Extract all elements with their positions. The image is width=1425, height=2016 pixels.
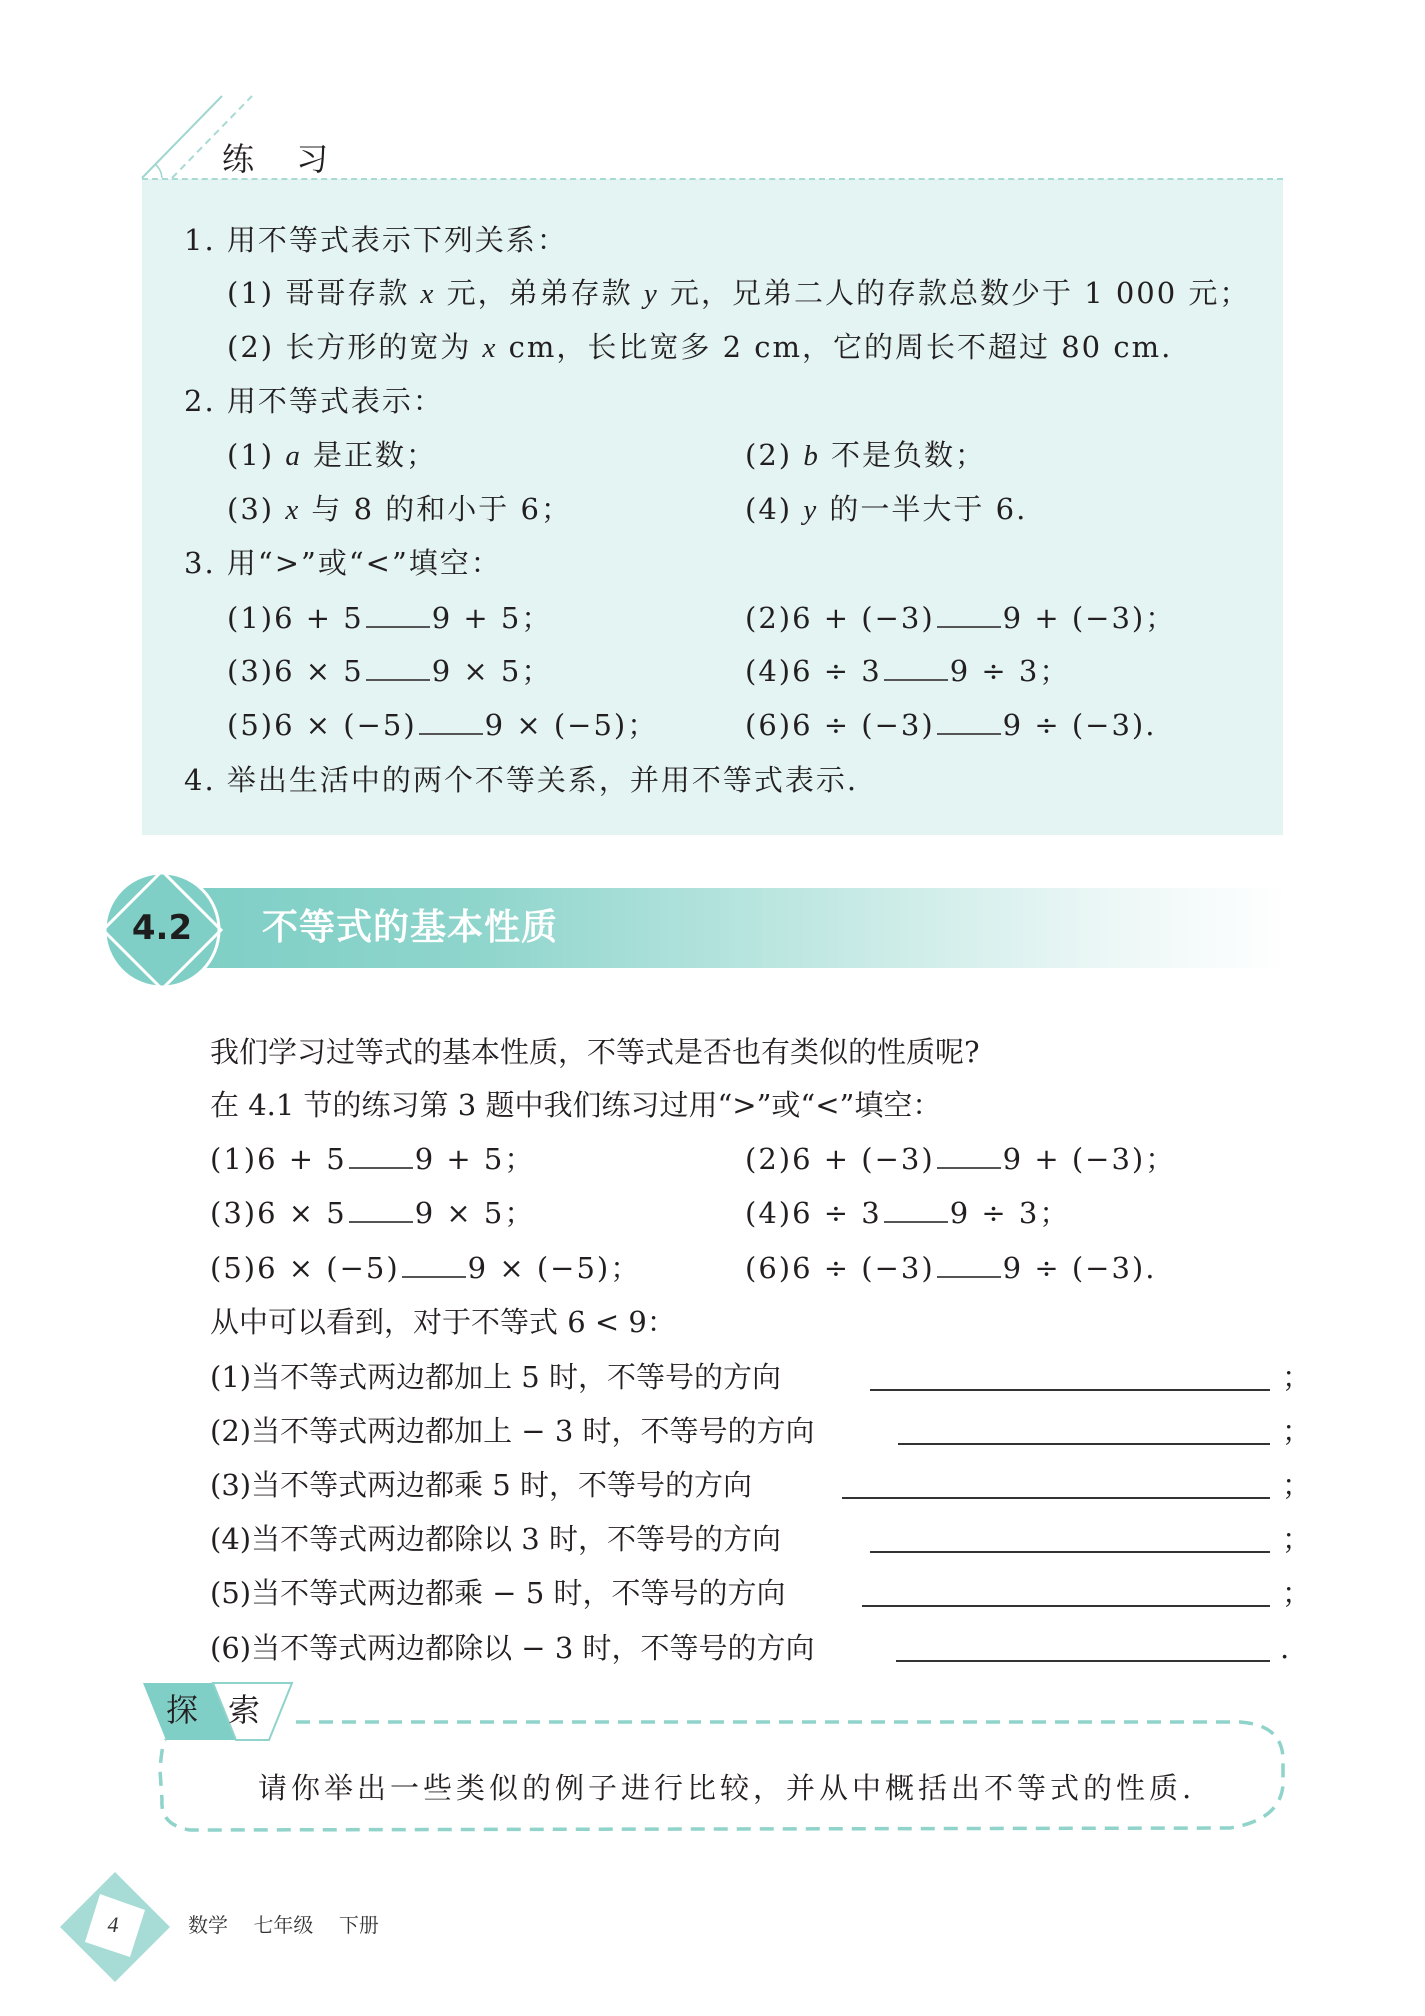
- q-number: 3.: [184, 546, 216, 580]
- question-item: [210, 1357, 781, 1397]
- intro-paragraph-2: 在 4.1 节的练习第 3 题中我们练习过用“>”或“<”填空：: [210, 1088, 942, 1122]
- item-label: (4): [745, 492, 793, 526]
- end-punct: ；: [1282, 1360, 1312, 1394]
- q-text: 举出生活中的两个不等关系，并用不等式表示.: [226, 763, 859, 797]
- item-label: (1): [227, 601, 275, 635]
- exercise-q2: [184, 381, 444, 421]
- exercise-q2-item: [227, 435, 437, 475]
- exercise-q2-item: [227, 489, 572, 529]
- expr-left: 6 ÷ 3: [792, 1196, 882, 1230]
- item-label: (4): [210, 1522, 252, 1556]
- expr-left: 6 × 5: [274, 654, 364, 688]
- exercise-q3-item: [745, 598, 1176, 638]
- item-label: (2): [745, 601, 793, 635]
- item-text: 元，弟弟存款: [446, 276, 633, 310]
- end-punct: .: [1280, 1631, 1290, 1665]
- explore-tag-char-2: 索: [228, 1691, 261, 1729]
- fill-blank[interactable]: [419, 707, 483, 735]
- item-label: (5): [227, 708, 275, 742]
- exercise-q4: [184, 760, 858, 800]
- fill-blank[interactable]: [349, 1195, 413, 1223]
- explore-text: 请你举出一些类似的例子进行比较，并从中概括出不等式的性质.: [258, 1771, 1196, 1805]
- question-item: [210, 1465, 752, 1505]
- end-punct: ；: [1282, 1414, 1312, 1448]
- exercise-q3-item: [227, 705, 658, 745]
- item-label: (3): [227, 492, 275, 526]
- fill-item: [745, 1248, 1156, 1288]
- expr-left: 6 × 5: [257, 1196, 347, 1230]
- expr-right: 9 ÷ (−3).: [1002, 1251, 1157, 1285]
- q-number: 4.: [184, 763, 216, 797]
- end-punct: ；: [1282, 1576, 1312, 1610]
- fill-item: [745, 1139, 1176, 1179]
- expr-left: 6 + 5: [257, 1142, 347, 1176]
- exercise-q2-item: [745, 489, 1027, 529]
- item-text: 的一半大于 6.: [829, 492, 1028, 526]
- item-text: 当不等式两边都除以 3 时，不等号的方向: [251, 1522, 781, 1556]
- triangle-slant-line: [142, 96, 222, 178]
- math-variable: x: [482, 332, 498, 364]
- item-label: (4): [745, 654, 793, 688]
- exercise-q3-item: [227, 598, 552, 638]
- item-text: 当不等式两边都加上 − 3 时，不等号的方向: [251, 1414, 815, 1448]
- answer-blank[interactable]: [896, 1660, 1270, 1662]
- item-label: (3): [227, 654, 275, 688]
- expr-right: 9 + 5；: [414, 1142, 536, 1176]
- item-label: (6): [745, 708, 793, 742]
- end-punct: ；: [1282, 1522, 1312, 1556]
- item-label: (5): [210, 1251, 258, 1285]
- item-label: (2): [227, 330, 275, 364]
- expr-right: 9 + (−3)；: [1002, 1142, 1177, 1176]
- item-label: (2): [210, 1414, 252, 1448]
- answer-blank[interactable]: [898, 1443, 1270, 1445]
- item-label: (1): [210, 1360, 252, 1394]
- footer-book-title: 数学 七年级 下册: [188, 1913, 379, 1937]
- expr-left: 6 + (−3): [792, 1142, 935, 1176]
- fill-blank[interactable]: [937, 600, 1001, 628]
- expr-right: 9 ÷ 3；: [949, 654, 1071, 688]
- expr-left: 6 ÷ 3: [792, 654, 882, 688]
- answer-blank[interactable]: [862, 1605, 1270, 1607]
- fill-blank[interactable]: [884, 1195, 948, 1223]
- item-text: 不是负数；: [831, 438, 987, 472]
- intro-paragraph-1: 我们学习过等式的基本性质，不等式是否也有类似的性质呢?: [210, 1035, 980, 1069]
- expr-left: 6 ÷ (−3): [792, 708, 935, 742]
- expr-left: 6 + 5: [274, 601, 364, 635]
- expr-right: 9 ÷ (−3).: [1002, 708, 1157, 742]
- fill-blank[interactable]: [937, 707, 1001, 735]
- expr-right: 9 × 5；: [414, 1196, 536, 1230]
- item-label: (6): [745, 1251, 793, 1285]
- exercise-q3-item: [227, 651, 552, 691]
- fill-blank[interactable]: [937, 1141, 1001, 1169]
- exercise-q1-item: [227, 273, 1250, 313]
- math-variable: x: [420, 278, 436, 310]
- item-label: (3): [210, 1196, 258, 1230]
- section-title: 不等式的基本性质: [262, 907, 559, 948]
- item-text: 哥哥存款: [285, 276, 410, 310]
- expr-left: 6 ÷ (−3): [792, 1251, 935, 1285]
- q-number: 1.: [184, 223, 216, 257]
- item-label: (4): [745, 1196, 793, 1230]
- expr-left: 6 × (−5): [274, 708, 417, 742]
- item-label: (5): [210, 1576, 252, 1610]
- explore-frame: [0, 1670, 1425, 1850]
- fill-blank[interactable]: [884, 653, 948, 681]
- item-label: (1): [227, 276, 275, 310]
- item-label: (2): [745, 438, 793, 472]
- answer-blank[interactable]: [842, 1497, 1270, 1499]
- fill-item: [210, 1139, 535, 1179]
- item-label: (1): [227, 438, 275, 472]
- answer-blank[interactable]: [870, 1389, 1270, 1391]
- fill-blank[interactable]: [366, 653, 430, 681]
- fill-blank[interactable]: [366, 600, 430, 628]
- expr-right: 9 + (−3)；: [1002, 601, 1177, 635]
- fill-item: [210, 1248, 641, 1288]
- end-punct: ；: [1282, 1468, 1312, 1502]
- expr-left: 6 + (−3): [792, 601, 935, 635]
- item-label: (6): [210, 1631, 252, 1665]
- answer-blank[interactable]: [870, 1551, 1270, 1553]
- observe-text: 从中可以看到，对于不等式 6 < 9：: [210, 1305, 676, 1339]
- fill-blank[interactable]: [402, 1250, 466, 1278]
- math-variable: x: [285, 494, 301, 526]
- item-text: 当不等式两边都乘 5 时，不等号的方向: [251, 1468, 752, 1502]
- math-variable: b: [803, 440, 820, 472]
- exercise-q1-item: [227, 327, 1172, 367]
- q-text: 用不等式表示：: [226, 384, 444, 418]
- expr-right: 9 + 5；: [431, 601, 553, 635]
- item-text: 元，兄弟二人的存款总数少于 1 000 元；: [669, 276, 1251, 310]
- item-label: (3): [210, 1468, 252, 1502]
- fill-item: [210, 1193, 535, 1233]
- math-variable: a: [285, 440, 302, 472]
- fill-blank[interactable]: [349, 1141, 413, 1169]
- exercise-header-decoration: [0, 0, 1425, 200]
- q-number: 2.: [184, 384, 216, 418]
- exercise-q2-item: [745, 435, 986, 475]
- expr-left: 6 × (−5): [257, 1251, 400, 1285]
- item-label: (2): [745, 1142, 793, 1176]
- fill-blank[interactable]: [937, 1250, 1001, 1278]
- explore-tag-char-1: 探: [166, 1691, 199, 1729]
- question-item: [210, 1519, 781, 1559]
- item-text: 当不等式两边都乘 − 5 时，不等号的方向: [251, 1576, 786, 1610]
- item-label: (1): [210, 1142, 258, 1176]
- item-text: 当不等式两边都除以 − 3 时，不等号的方向: [251, 1631, 815, 1665]
- expr-right: 9 × 5；: [431, 654, 553, 688]
- item-text: 当不等式两边都加上 5 时，不等号的方向: [251, 1360, 781, 1394]
- q-text: 用“>”或“<”填空：: [226, 546, 502, 580]
- expr-right: 9 × (−5)；: [467, 1251, 642, 1285]
- question-item: [210, 1411, 815, 1451]
- page-number: 4: [107, 1912, 119, 1937]
- question-item: [210, 1573, 786, 1613]
- exercise-q3-item: [745, 705, 1156, 745]
- section-number: 4.2: [131, 908, 193, 948]
- math-variable: y: [803, 494, 819, 526]
- question-item: [210, 1628, 815, 1668]
- math-variable: y: [643, 278, 659, 310]
- item-text: 长方形的宽为: [285, 330, 472, 364]
- exercise-q1: [184, 220, 568, 260]
- exercise-title: 练 习: [222, 140, 345, 178]
- expr-right: 9 ÷ 3；: [949, 1196, 1071, 1230]
- expr-right: 9 × (−5)；: [484, 708, 659, 742]
- exercise-q3: [184, 543, 502, 583]
- item-text: cm，长比宽多 2 cm，它的周长不超过 80 cm.: [508, 330, 1173, 364]
- q-text: 用不等式表示下列关系：: [226, 223, 568, 257]
- item-text: 是正数；: [313, 438, 438, 472]
- exercise-q3-item: [745, 651, 1070, 691]
- fill-item: [745, 1193, 1070, 1233]
- item-text: 与 8 的和小于 6；: [311, 492, 572, 526]
- angle-arc-icon: [155, 164, 162, 178]
